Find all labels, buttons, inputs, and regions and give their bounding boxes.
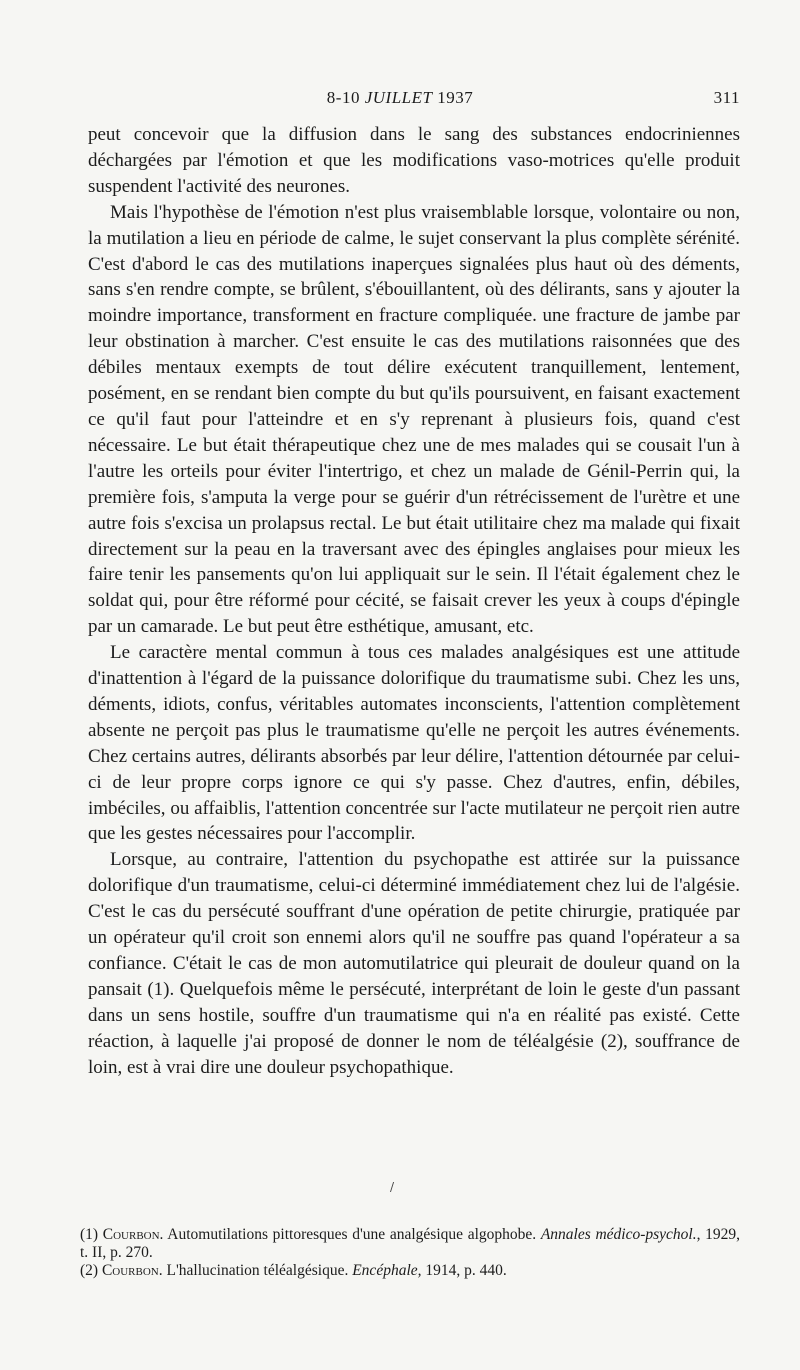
footnote [80, 1226, 740, 1262]
paragraph: Mais l'hypothèse de l'émotion n'est plus vraisemblable lorsque, volontaire ou non, la mutilation a lieu en période de calme, le sujet conservant la plus complète sérénité. C'est d'abord le cas des mutilations inaperçues signalées plus haut où des déments, sans s'en rendre compte, se brûlent, s'ébouillantent, où des délirants, sans y ajouter la moindre importance, transforment en fracture compliquée. une fracture de jambe par leur obstination à marcher. C'est ensuite le cas des mutilations raisonnées que des débiles mentaux exempts de tout délire exécutent tranquillement, lentement, posément, en se rendant bien compte du but qu'ils poursuivent, en faisant exactement ce qu'il faut pour l'atteindre et en s'y reprenant à plusieurs fois, quand c'est nécessaire. Le but était thérapeutique chez une de mes malades qui se cousait l'un à l'autre les orteils pour éviter l'intertrigo, et chez un malade de Génil-Perrin qui, la première fois, s'amputa la verge pour se guérir d'un rétrécissement de l'urètre et une autre fois s'excisa un prolapsus rectal. Le but était utilitaire chez ma malade qui fixait directement sur la peau en la traversant avec des épingles anglaises pour mieux les faire tenir les pansements qu'on lui appliquait sur le sein. Il l'était également chez le soldat qui, pour être réformé pour cécité, se faisait crever les yeux à coups d'épingle par un camarade. Le but peut être esthétique, amusant, etc. [88, 201, 740, 638]
footnote-journal: Encéphale, [352, 1262, 422, 1279]
body-text [88, 122, 740, 1081]
footnote-number: (1) [80, 1226, 99, 1243]
paragraph: Lorsque, au contraire, l'attention du psychopathe est attirée sur la puissance dolorifique d'un traumatisme, celui-ci déterminé immédiatement chez lui de l'algésie. C'est le cas du persécuté souffrant d'une opération de petite chirurgie, pratiquée par un opérateur qu'il croit son ennemi alors qu'il ne souffre pas quand l'opérateur a sa confiance. C'était le cas de mon automutilatrice qui pleurait de douleur quand on la pansait (1). Quelquefois même le persécuté, interprétant de loin le geste d'un passant dans un sens hostile, souffre d'un traumatisme qui n'a en réalité pas existé. Cette réaction, à laquelle j'ai proposé de donner le nom de téléalgésie (2), souffrance de loin, est à vrai dire une douleur psychopathique. [88, 849, 740, 1078]
footnote-number: (2) [80, 1262, 99, 1279]
footnotes [80, 1226, 740, 1280]
header-month: JUILLET [364, 88, 433, 107]
separator-mark: / [390, 1180, 395, 1194]
footnote-rest: 1914, p. 440. [421, 1262, 507, 1279]
page-number: 311 [713, 88, 740, 107]
footnote-journal: Annales médico-psychol. [540, 1226, 697, 1243]
footnote [80, 1262, 740, 1280]
footnote-title: Automutilations pittoresques d'une analgésique algophobe. [163, 1226, 541, 1243]
header-date [60, 88, 740, 108]
paragraph: Le caractère mental commun à tous ces malades analgésiques est une attitude d'inattention à l'égard de la puissance dolorifique du traumatisme subi. Chez les uns, déments, idiots, confus, véritables automates inconscients, l'attention complètement absente ne perçoit pas plus le traumatisme qu'elle ne perçoit les autres événements. Chez certains autres, délirants absorbés par leur délire, l'attention détournée par celui-ci de leur propre corps ignore ce qui s'y passe. Chez d'autres, enfin, débiles, imbéciles, ou affaiblis, l'attention concentrée sur l'acte mutilateur ne perçoit rien autre que les gestes nécessaires pour l'accomplir. [88, 642, 740, 845]
footnote-author: Courbon. [102, 1226, 164, 1243]
header-year: 1937 [437, 88, 474, 107]
footnote-rest: , 1929, t. II, p. 270. [80, 1226, 741, 1261]
footnote-author: Courbon. [101, 1262, 163, 1279]
header-dates: 8-10 [326, 88, 360, 107]
paragraph: peut concevoir que la diffusion dans le sang des substances endocriniennes déchargées par l'émotion et que les modifications vaso-motrices qu'elle produit suspendent l'activité des neurones. [88, 124, 740, 197]
running-header [60, 88, 740, 112]
footnote-title: L'hallucination téléalgésique. [162, 1262, 353, 1279]
